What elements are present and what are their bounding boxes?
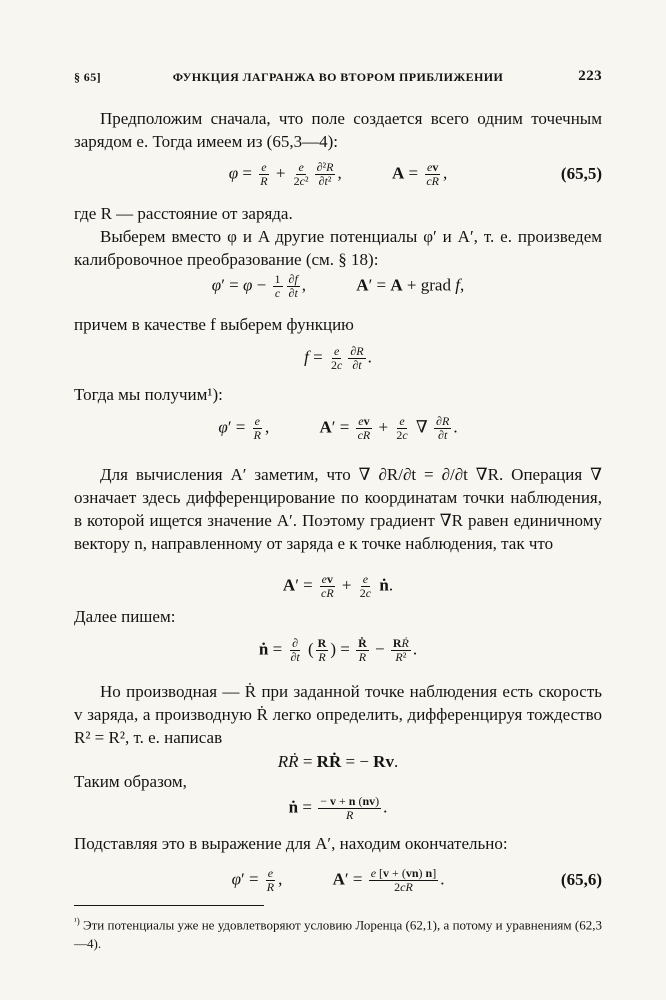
equation-number-65-5: (65,5) (560, 164, 602, 183)
equation-n-dot (74, 630, 602, 670)
paragraph-derivative: Но производная — Ṙ при заданной точке наблюдения есть скорость v заряда, а производную Ṙ легко определить, дифференцируя тождество R² = R², т. е. написав (74, 682, 602, 747)
equation-65-6-content: φ′ = $\frac{e}{R}$ , A′ = $\frac{e [v + (vn) n]}{2cR}$ . (231, 865, 445, 894)
footnote-divider (74, 905, 264, 906)
equation-65-5 (74, 154, 602, 194)
equation-number-65-6: (65,6) (560, 870, 602, 889)
page-number: 223 (578, 68, 602, 84)
equation-65-6 (74, 860, 602, 900)
equation-new-potentials-content: φ′ = $\frac{e}{R}$ , A′ = $\frac{ev}{cR}$ + $\frac{e}{2c}$ ∇ $\frac{\partial R}{\partial t}$ . (218, 413, 458, 442)
paragraph-then: Тогда мы получим¹): (74, 385, 223, 404)
equation-identity-content: RṘ = RṘ = − Rv. (277, 752, 399, 771)
paragraph-gauge: Выберем вместо φ и A другие потенциалы φ′ и A′, т. е. произведем калибровочное преобразование (см. § 18): (74, 227, 602, 269)
running-header (74, 70, 602, 90)
equation-f (74, 338, 602, 378)
footnote (74, 912, 602, 953)
equation-gauge-transform (74, 266, 602, 306)
equation-65-5-content: φ = $\frac{e}{R}$ + $\frac{e}{\text{2c²}}$ $\frac{\text{∂²R}}{\text{∂t²}}$ , A = $\frac{ev}{cR}$ , (228, 159, 448, 188)
paragraph-thus: Таким образом, (74, 772, 187, 791)
paragraph-substitute: Подставляя это в выражение для A′, находим окончательно: (74, 834, 508, 853)
chapter-title: ФУНКЦИЯ ЛАГРАНЖА ВО ВТОРОМ ПРИБЛИЖЕНИИ (172, 70, 504, 84)
footnote-text: Эти потенциалы уже не удовлетворяют условию Лоренца (62,1), а потому и уравнениям (62,3—4). (74, 917, 603, 952)
paragraph-intro: Предположим сначала, что поле создается всего одним точечным зарядом e. Тогда имеем из (65,3—4): (74, 109, 602, 151)
equation-n-dot-content: ṅ = $\frac{\partial}{\partial t}$ ( $\frac{R}{R}$ ) = $\frac{\text{Ṙ}}{R}$ − $\frac{\text{RṘ}}{\text{R²}}$ . (258, 635, 418, 664)
equation-n-dot-final-content: ṅ = $\frac{- v + n (nv)}{R}$ . (288, 793, 388, 822)
equation-a-prime (74, 566, 602, 606)
paragraph-gradient: Для вычисления A′ заметим, что ∇ ∂R/∂t = ∂/∂t ∇R. Операция ∇ означает здесь дифференцирование по координатам точки наблюдения, в которой ищется значение A′. Поэтому градиент ∇R равен единичному вектору n, направленному от заряда e к точке наблюдения, так что (74, 465, 602, 553)
paragraph-further: Далее пишем: (74, 607, 176, 626)
footnote-mark: ¹) (74, 916, 80, 926)
paragraph-choose-f: причем в качестве f выберем функцию (74, 315, 354, 334)
section-reference: § 65] (74, 70, 101, 84)
equation-gauge-content: φ′ = φ − $\frac{1}{c}$ $\frac{\partial f}{\partial t}$ , A′ = A + grad f, (211, 271, 465, 300)
paragraph-distance: где R — расстояние от заряда. (74, 204, 293, 223)
equation-n-dot-final (74, 788, 602, 828)
equation-a-prime-content: A′ = $\frac{ev}{cR}$ + $\frac{e}{2c}$ ṅ. (282, 571, 394, 600)
equation-f-content: f = $\frac{e}{2c}$ $\frac{\partial R}{\partial t}$ . (304, 343, 372, 372)
equation-new-potentials (74, 408, 602, 448)
